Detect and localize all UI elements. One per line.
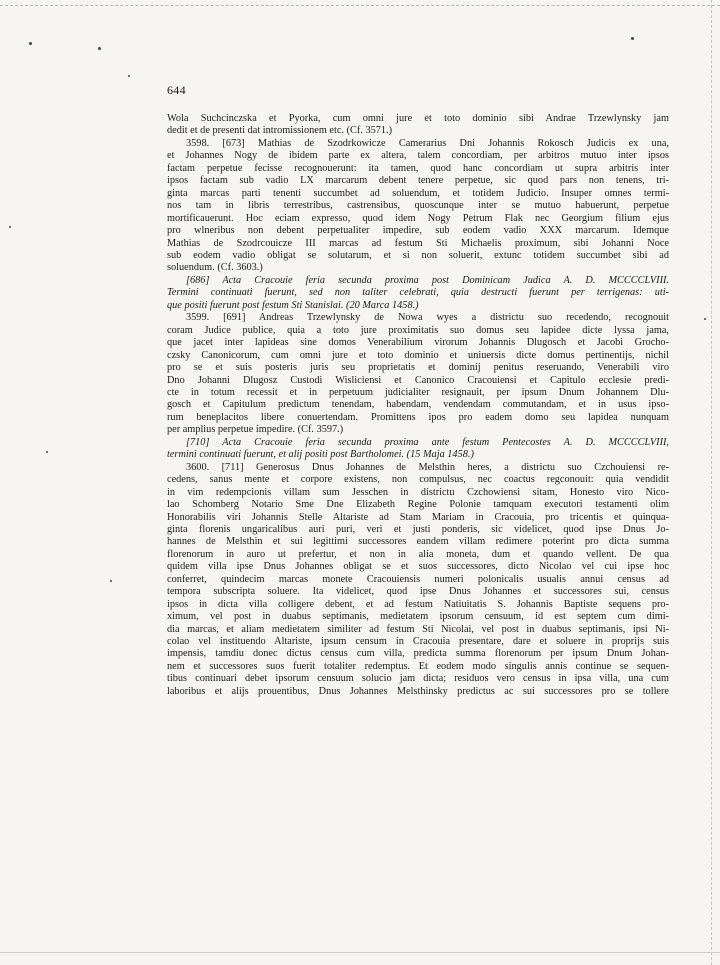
scan-speck (9, 226, 11, 228)
text-line: que positi fuerunt post festum Sti Stanislai. (20 Marca 1458.) (167, 299, 419, 311)
text-line: 3600. [711] Generosus Dnus Johannes de Melsthin heres, a districtu suo Czchouiensi re- (186, 461, 669, 473)
text-line: cte in totum recessit et in perpetuum judicialiter resignauit, per ipsum Dnum Johannem Dlu- (167, 386, 669, 398)
text-line: mortificauerunt. Hoc eciam expresso, quod idem Nogy Petrum Flak nec Georgium filium ejus (167, 212, 669, 224)
text-line: ginta florenis ungaricalibus auri puri, veri et justi ponderis, sic videlicet, quod ipse Dnus Jo- (167, 523, 669, 535)
text-line: tibus continuari debet ipsorum censuum solucio jam dicta; residuos vero census in ipsa villa, una cum (167, 673, 669, 685)
text-line: dedit et de presenti dat intromissionem etc. (Cf. 3571.) (167, 125, 393, 137)
page-number: 644 (167, 83, 186, 97)
text-line: 3598. [673] Mathias de Szodrkowicze Camerarius Dni Johannis Rokosch Judicis ex una, (186, 137, 669, 149)
text-line: nos tam in libris terrestribus, castrensibus, quoscunque inter se mutuo habuerunt, perpetue (167, 200, 669, 212)
text-line: coram Judice publice, quia a toto jure proximitatis suo domus seu lapidee dicte lyssa jama, (167, 324, 669, 336)
text-line: ipsos in dicta villa colligere debent, et ad festum Natiuitatis S. Johannis Baptiste sequens pro- (167, 598, 669, 610)
text-line: Wola Suchcinczska et Pyorka, cum omni jure et toto dominio sibi Andrae Trzewlynsky jam (167, 113, 669, 124)
page-top-edge (0, 5, 720, 6)
scan-speck (46, 451, 48, 453)
text-line: conferret, quindecim marcas monete Cracouiensis numeri polonicalis usualis annui census ad (167, 573, 669, 585)
text-line: in vim redempcionis villam sum Jesschen in districtu Czchowiensi sitam, Honesto viro Nico- (167, 486, 669, 498)
text-line: cedens, sanus mente et corpore existens, non compulsus, nec coactus regconouit: quia vendidit (167, 474, 669, 486)
text-line: que jacet inter lapideas sine domos Venerabilium virorum Johannis Dlugosch et Jacobi Grocho- (167, 337, 669, 349)
text-line: impensis, tamdiu donec dictus census cum villa, predicta summa florenorum per ipsum Dnum Johan- (167, 648, 669, 660)
text-line: pro se et suis posteris juris seu proprietatis et dominij penitus reseruando, Venerabili viro (167, 362, 669, 374)
text-line: termini continuati fuerunt, et alij positi post Bartholomei. (15 Maja 1458.) (167, 449, 474, 461)
scan-speck (29, 42, 32, 45)
text-line: laboribus et alijs prouentibus, Dnus Johannes Melsthinsky predictus ac sui successores pro se tollere (167, 685, 669, 697)
text-line: dia marcas, et aliam medietatem similiter ad festum Sti Nicolai, vel post in duabus septimanis, ipsi Ni- (167, 623, 669, 635)
scan-speck (98, 47, 101, 50)
text-line: hannes de Melsthin et sui legittimi successores eandem villam redimere poterint pro dicta summa (167, 536, 669, 548)
text-line: tempora subscripta soluere. Ita videlicet, quod ipse Dnus Johannes et successores sui, census (167, 586, 669, 598)
text-line: factam perpetue fecisse recognouerunt: ita tamen, quod hanc concordiam ut supra arbitris inter (167, 162, 669, 174)
text-line: ipsos factam sub vadio LX marcarum debent tenere perpetue, sic quod pars non tenens, tri- (167, 175, 669, 187)
scan-speck (110, 580, 112, 582)
text-line: Dno Johanni Dlugosz Custodi Wisliciensi et Canonico Cracouiensi et Capitulo ecclesie predi- (167, 374, 669, 386)
text-line: czsky Canonicorum, cum omni jure et toto dominio et uniuersis dicte domus pertinentijs, nichil (167, 349, 669, 361)
text-line: rum beneplacitos libere conuertendam. Promittens ipos pro eadem domo seu lapidea nunquam (167, 411, 669, 423)
text-line: sub eodem vadio obligat se solutarum, et si non soluerit, extunc totidem succumbet sibi ad (167, 249, 669, 261)
scan-speck (631, 37, 634, 40)
text-line: lao Schomberg Notario Sme Dne Elizabeth Regine Polonie tamquam executori testamenti olim (167, 499, 669, 511)
scan-speck (704, 318, 706, 320)
text-line: florenorum in auro ut prefertur, et non in alia moneta, dum et quando vellent. De qua (167, 548, 669, 560)
text-line: ximum, vel post in duabus septimanis, medietatem ipsorum censuum, id est septem cum dimi- (167, 611, 669, 623)
text-line: ginta marcas parti tenenti succumbet ad soluendum, et totidem Judicio. Insuper omnes termi- (167, 187, 669, 199)
text-line: [686] Acta Cracouie feria secunda proxima post Dominicam Judica A. D. MCCCCLVIII. (186, 274, 669, 286)
text-line: per amplius perpetue impedire. (Cf. 3597.) (167, 424, 344, 436)
scan-speck (128, 75, 130, 77)
text-line: Honorabilis viri Johannis Stelle Altariste ad Stam Mariam in Cracouia, pro tricentis et quinqua- (167, 511, 669, 523)
text-line: pro wlneribus non debent perpetualiter impedire, sub eodem vadio XXX marcarum. Idemque (167, 225, 669, 237)
page-bottom-edge (0, 952, 720, 953)
text-line: et Johannes Nogy de ibidem parte ex altera, talem concordiam, per arbitros mutuo inter ipsos (167, 150, 669, 162)
text-line: Mathias de Szodrcouicze III marcas ad festum Sti Michaelis proximum, sibi Johanni Noce (167, 237, 669, 249)
text-line: Termini continuati fuerunt, sed non taliter celebrati, quia destructi fuerunt per terrigenas: uti- (167, 287, 669, 299)
text-line: [710] Acta Cracouie feria secunda proxima ante festum Pentecostes A. D. MCCCCLVIII, (186, 436, 669, 448)
text-line: 3599. [691] Andreas Trzewlynsky de Nowa wyes a districtu suo recedendo, recognouit (186, 312, 669, 324)
text-line: nem et successores suos fuerit totaliter redemptus. Et eodem modo singulis annis continue se sequen- (167, 660, 669, 672)
page-right-edge (711, 0, 712, 965)
text-line: soluendum. (Cf. 3603.) (167, 262, 263, 274)
text-line: colao vel instituendo Altariste, ipsum censum in Cracouia presentare, dare et soluere in proprijs suis (167, 636, 669, 648)
text-line: quidem villa ipse Dnus Johannes obligat se et suos successores, dicto Nicolao vel cui ipse hoc (167, 561, 669, 573)
text-line: gosch et Capitulum predictum tenendam, habendam, vendendam commutandam, et in usus ipso- (167, 399, 669, 411)
document-body (167, 113, 669, 698)
